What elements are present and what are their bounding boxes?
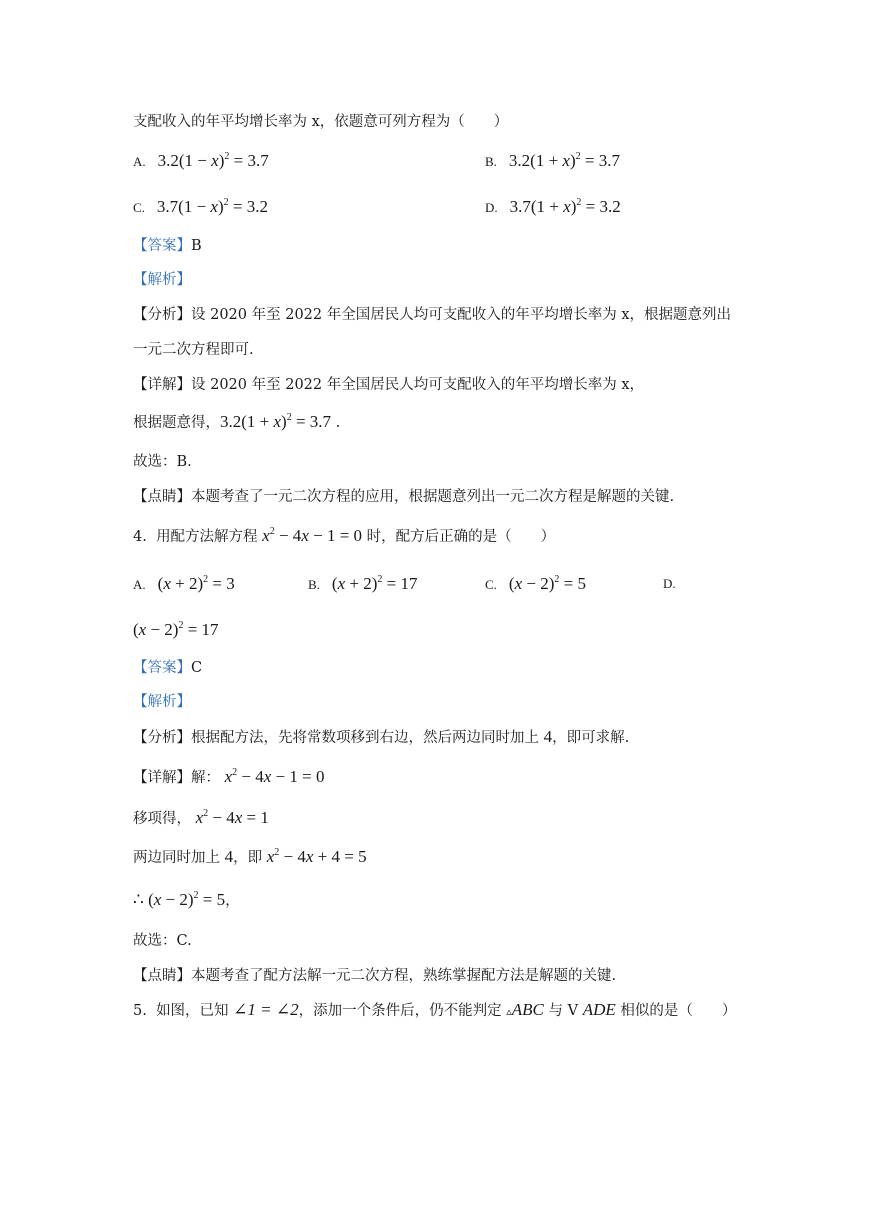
exponent: 2 [203, 574, 209, 585]
var: x [266, 847, 275, 866]
step-prefix: 移项得， [133, 811, 191, 827]
rhs: = 3.7 [291, 412, 332, 431]
rhs: = 1 [242, 808, 269, 827]
var: x [337, 574, 346, 593]
expr: − 4 [208, 808, 235, 827]
step-text: ，即 [233, 850, 267, 866]
var: x [263, 767, 272, 786]
angle-expr: ∠1 = ∠2 [233, 1000, 299, 1019]
triangle-icon: V [567, 1003, 583, 1019]
dianjing-label: 【点睛】 [133, 968, 191, 984]
var: x [514, 574, 523, 593]
rhs: = 3.2 [581, 197, 621, 216]
expr: − 4 [279, 847, 306, 866]
q3-choose: 故选：B. [133, 454, 192, 470]
q3-option-c [133, 197, 268, 218]
xiangjie-label: 【详解】 [133, 770, 191, 786]
xiangjie-label: 【详解】 [133, 377, 191, 393]
expr: − 2) [146, 620, 179, 639]
rhs: = 17 [183, 620, 219, 639]
var: x [301, 526, 309, 545]
triangle-icon: ▵ [506, 1005, 512, 1018]
eq-prefix: 根据题意得， [133, 415, 220, 431]
number: 4 [224, 847, 234, 866]
q3-dianjing [133, 487, 674, 507]
fenxi-label: 【分析】 [133, 730, 191, 746]
rhs: = 5 [559, 574, 586, 593]
q4-step3 [133, 847, 367, 868]
expr: ) [217, 197, 224, 216]
expr: − 2) [522, 574, 555, 593]
fenxi-label: 【分析】 [133, 307, 191, 323]
stem-text: 用配方法解方程 [156, 529, 263, 545]
stem-text: 如图，已知 [156, 1003, 234, 1019]
q3-fenxi-line1 [133, 305, 731, 325]
fenxi-text: 设 2020 年至 2022 年全国居民人均可支配收入的年平均增长率为 x，根据题意列出 [191, 307, 732, 323]
q3-equation-line [133, 412, 340, 433]
expr: − 2) [161, 890, 194, 909]
expr: ( [508, 574, 515, 593]
exponent: 2 [193, 890, 199, 901]
q3-stem-tail: 支配收入的年平均增长率为 x，依题意可列方程为（ ） [133, 114, 509, 130]
exponent: 2 [575, 151, 581, 162]
expr: ( [148, 890, 154, 909]
answer-label: 【答案】 [133, 660, 191, 676]
exponent: 2 [178, 620, 184, 631]
exponent: 2 [269, 526, 275, 537]
fenxi-text: ，即可求解. [552, 730, 630, 746]
var: x [153, 890, 162, 909]
q3-analysis-label: 【解析】 [133, 272, 191, 288]
rhs: + 4 = 5 [313, 847, 367, 866]
expr: ( [331, 574, 338, 593]
jie: 解： [191, 770, 220, 786]
exponent: 2 [223, 197, 229, 208]
number: 4 [543, 727, 553, 746]
triangle-name: ADE [582, 1000, 616, 1019]
var: x [210, 197, 218, 216]
therefore-symbol: ∴ [133, 890, 149, 909]
rhs: = 3 [208, 574, 235, 593]
answer-label: 【答案】 [133, 238, 191, 254]
var: x [138, 620, 147, 639]
q4-stem [133, 526, 555, 547]
expr: 3.7(1 − [156, 197, 211, 216]
option-letter: B. [308, 577, 320, 592]
var: x [195, 808, 204, 827]
step-end: ， [225, 893, 240, 909]
q4-choose: 故选：C. [133, 933, 192, 949]
expr: 3.2(1 − [157, 151, 212, 170]
expr: ) [218, 151, 225, 170]
q4-option-b [308, 574, 417, 595]
var: x [163, 574, 171, 593]
triangle-name: ABC [511, 1000, 544, 1019]
expr: 3.7(1 + [509, 197, 564, 216]
expr: ( [157, 574, 164, 593]
q4-analysis-label: 【解析】 [133, 694, 191, 710]
q3-fenxi-line2: 一元二次方程即可. [133, 342, 254, 358]
var: x [305, 847, 314, 866]
q4-fenxi [133, 727, 629, 748]
expr: 3.2(1 + [508, 151, 563, 170]
expr: + 2) [345, 574, 378, 593]
q3-option-d [485, 197, 621, 218]
q5-stem [133, 1000, 736, 1022]
rhs: = 5 [198, 890, 226, 909]
q3-option-b [485, 151, 620, 172]
option-letter: C. [485, 577, 497, 592]
rhs: = 3.7 [229, 151, 269, 170]
var: x [224, 767, 233, 786]
exponent: 2 [554, 574, 560, 585]
expr: 3.2(1 + [220, 412, 274, 431]
var: x [273, 412, 282, 431]
expr: − 4 [237, 767, 264, 786]
expr: ) [570, 197, 577, 216]
expr: ( [133, 620, 139, 639]
q4-answer [133, 658, 202, 678]
question-number: 5. [133, 1003, 147, 1019]
exponent: 2 [224, 151, 230, 162]
var: x [262, 526, 270, 545]
exponent: 2 [203, 808, 209, 819]
dianjing-text: 本题考查了一元二次方程的应用，根据题意列出一元二次方程是解题的关键. [191, 489, 675, 505]
option-letter: D. [663, 576, 676, 591]
q4-option-d-letter [663, 574, 688, 594]
exponent: 2 [286, 412, 292, 423]
var: x [562, 151, 570, 170]
q4-xiangjie-step1 [133, 767, 324, 788]
q3-answer [133, 236, 202, 256]
expr: − 4 [274, 526, 302, 545]
answer-value: C [191, 660, 203, 676]
var: x [563, 197, 571, 216]
question-number: 4. [133, 529, 147, 545]
q4-step4 [133, 890, 240, 911]
exponent: 2 [377, 574, 383, 585]
expr: ) [569, 151, 576, 170]
q4-option-c [485, 574, 586, 595]
q3-option-a [133, 151, 269, 172]
exponent: 2 [576, 197, 582, 208]
var: x [234, 808, 243, 827]
stem-text: 与 [543, 1003, 568, 1019]
stem-text: 时，配方后正确的是（ ） [362, 529, 556, 545]
q3-xiangjie-line1 [133, 375, 644, 395]
stem-text: ，添加一个条件后，仍不能判定 [298, 1003, 507, 1019]
expr: − 1 = 0 [308, 526, 363, 545]
dianjing-label: 【点睛】 [133, 489, 191, 505]
rhs: = 17 [382, 574, 418, 593]
rhs: = 3.7 [580, 151, 620, 170]
stem-text: 相似的是（ ） [615, 1003, 737, 1019]
rhs: = 3.2 [228, 197, 268, 216]
option-letter: B. [485, 154, 497, 169]
expr: ) [281, 412, 287, 431]
q4-option-a [133, 574, 235, 595]
expr: + 2) [170, 574, 204, 593]
exponent: 2 [232, 767, 238, 778]
q4-option-d-expr [133, 620, 219, 641]
rhs: − 1 = 0 [271, 767, 325, 786]
dianjing-text: 本题考查了配方法解一元二次方程，熟练掌握配方法是解题的关键. [191, 968, 617, 984]
option-letter: A. [133, 577, 146, 592]
option-letter: D. [485, 200, 498, 215]
eq-end: . [331, 415, 341, 431]
answer-value: B [191, 238, 202, 254]
fenxi-text: 根据配方法，先将常数项移到右边，然后两边同时加上 [191, 730, 544, 746]
step-prefix: 两边同时加上 [133, 850, 225, 866]
option-letter: C. [133, 200, 145, 215]
q4-dianjing [133, 966, 616, 986]
option-letter: A. [133, 154, 146, 169]
q4-step2 [133, 808, 269, 829]
var: x [211, 151, 219, 170]
exponent: 2 [274, 847, 280, 858]
xiangjie-text: 设 2020 年至 2022 年全国居民人均可支配收入的年平均增长率为 x， [191, 377, 645, 393]
